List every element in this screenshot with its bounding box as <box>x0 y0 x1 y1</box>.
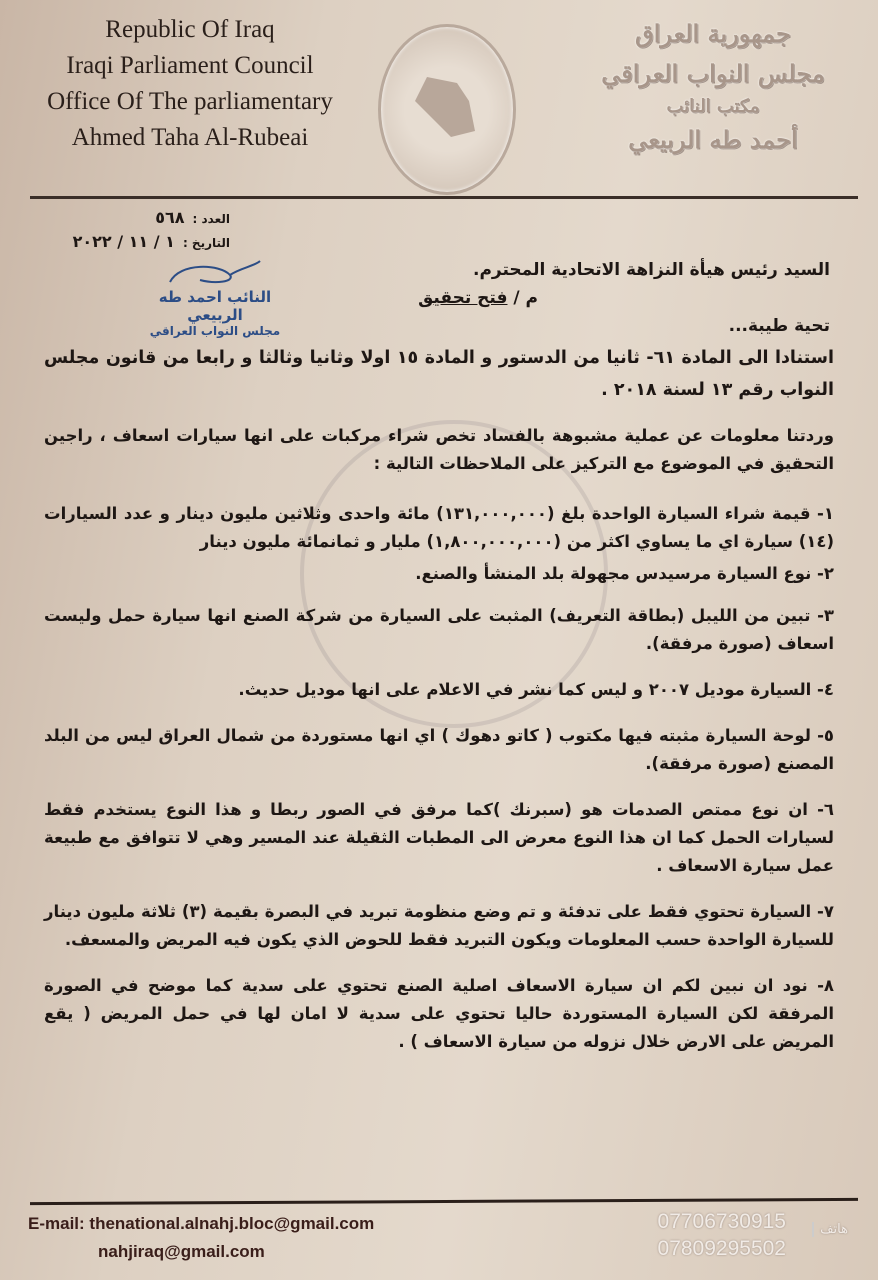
signature-mark <box>160 258 270 288</box>
header-line: Office Of The parliamentary <box>47 88 333 115</box>
header-divider <box>30 196 858 199</box>
point-5: ٥- لوحة السيارة مثبته فيها مكتوب ( كاتو دهوك ) اي انها مستوردة من شمال العراق ليس من البلد المصنع (صورة مرفقة). <box>44 726 834 773</box>
email-link[interactable]: thenational.alnahj.bloc@gmail.com <box>89 1214 375 1233</box>
point-3: ٣- تبين من الليبل (بطاقة التعريف) المثبت على السيارة من شركة الصنع انها سيارة حمل وليست اسعاف (صورة مرفقة). <box>44 606 834 653</box>
intro-paragraph: استنادا الى المادة ٦١- ثانيا من الدستور و المادة ١٥ اولا وثانيا وثالثا و رابعا من قانون مجلس النواب رقم ١٣ لسنة ٢٠١٨ . <box>44 348 835 400</box>
footer-divider <box>30 1198 858 1205</box>
phone-number: 07706730915 <box>657 1210 786 1233</box>
parliament-emblem <box>378 24 516 195</box>
number-label: العدد : <box>192 212 230 226</box>
email-label: E-mail: <box>28 1214 85 1233</box>
point-2: ٢- نوع السيارة مرسيدس مجهولة بلد المنشأ والصنع. <box>415 564 834 583</box>
signature-block <box>135 258 295 339</box>
point-6: ٦- ان نوع ممتص الصدمات هو (سبرنك )كما مرفق في الصور ربطا و هذا النوع يستخدم فقط لسيارات الحمل كما ان هذا النوع معرض الى المطبات الثقيلة عند المسير وهي لا تتوافق مع طبيعة عمل سيارة الاسعاف . <box>44 800 834 875</box>
point-1: ١- قيمة شراء السيارة الواحدة بلغ (١٣١,٠٠٠,٠٠٠) مائة واحدى وثلاثين مليون دينار و عدد السيارات (١٤) سيارة اي ما يساوي اكثر من (١,٨٠٠,٠٠٠,٠٠٠) مليار و ثمانمائة مليون دينار <box>44 504 834 551</box>
header-arabic <box>588 14 838 160</box>
reference-date <box>40 232 230 253</box>
header-line: Republic Of Iraq <box>105 16 275 43</box>
signatory-office: مجلس النواب العراقي <box>149 324 281 338</box>
footer-phones <box>658 1208 786 1262</box>
iraq-map-icon <box>415 77 475 137</box>
subject <box>418 284 538 312</box>
footer-emails <box>28 1210 374 1266</box>
subject-prefix: م / <box>513 288 538 308</box>
body-paragraph: وردتنا معلومات عن عملية مشبوهة بالفساد تخص شراء مركبات على انها سيارات اسعاف ، راجين التحقيق في الموضوع مع التركيز على الملاحظات التالية : <box>44 426 834 473</box>
header-line: مكتب النائب <box>666 96 760 117</box>
phone-number: 07809295502 <box>657 1237 786 1260</box>
point-7: ٧- السيارة تحتوي فقط على تدفئة و تم وضع منظومة تبريد في البصرة بقيمة (٣) ثلاثة مليون دينار للسيارة الواحدة حسب المعلومات ويكون التبريد فقط للحوض الذي يكون فيه المريض والمسعف. <box>44 902 834 949</box>
signatory-name: النائب احمد طه الربيعي <box>158 288 272 324</box>
header-line: Ahmed Taha Al-Rubeai <box>71 124 309 151</box>
header-line: أحمد طه الربيعي <box>628 125 798 154</box>
header-line: جمهورية العراق <box>635 19 791 48</box>
letter-body <box>44 342 834 1070</box>
email-link[interactable]: nahjiraq@gmail.com <box>98 1242 265 1261</box>
header-english <box>30 12 350 156</box>
header-line: مجلس النواب العراقي <box>601 59 825 88</box>
point-8: ٨- نود ان نبين لكم ان سيارة الاسعاف اصلية الصنع تحتوي على سدية كما موضح في الصورة المرفقة لكن السيارة المستوردة حاليا تحتوي على سدية لا امان لها في حمل المريض ( يقع المريض على الارض خلال نزوله من سيارة الاسعاف ) . <box>44 976 834 1051</box>
phone-label: هاتف <box>812 1222 848 1237</box>
addressee: السيد رئيس هيأة النزاهة الاتحادية المحترم. <box>472 260 830 280</box>
point-4: ٤- السيارة موديل ٢٠٠٧ و ليس كما نشر في الاعلام على انها موديل حديث. <box>238 680 834 699</box>
date-value: ١ / ١١ / ٢٠٢٢ <box>72 232 175 251</box>
header-line: Iraqi Parliament Council <box>66 52 314 79</box>
reference-number <box>40 208 230 229</box>
number-value: ٥٦٨ <box>155 208 185 227</box>
date-label: التاريخ : <box>182 236 230 250</box>
greeting: تحية طيبة... <box>728 316 830 336</box>
subject-text: فتح تحقيق <box>418 288 508 308</box>
